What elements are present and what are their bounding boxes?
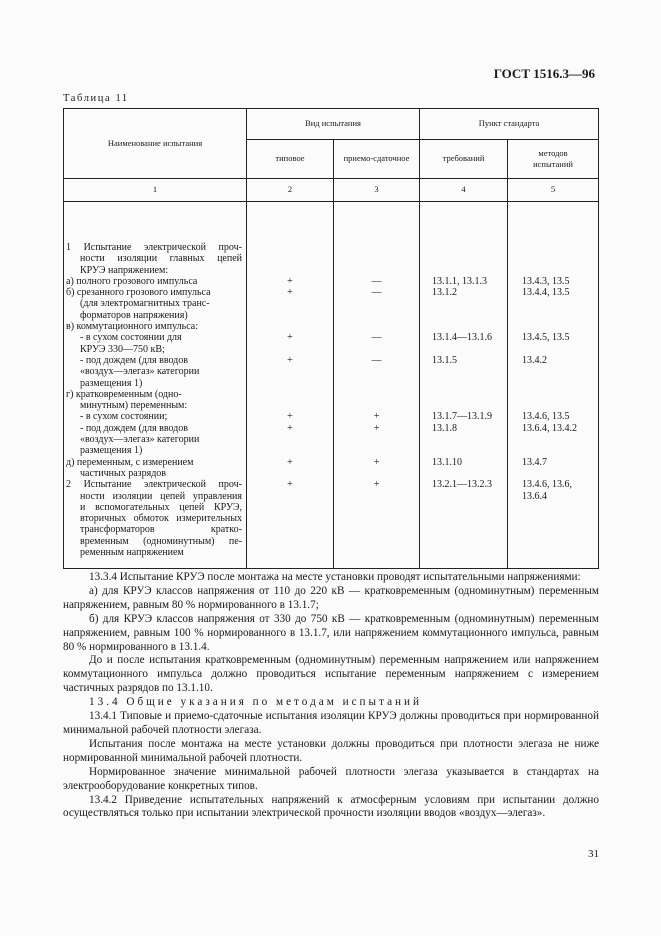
clause-ref — [432, 400, 507, 411]
test-mark: — — [371, 354, 382, 366]
col-number: 5 — [508, 179, 599, 202]
test-name-line: - в сухом состоянии для — [80, 332, 182, 344]
table-caption: Таблица 11 — [63, 93, 129, 104]
test-name-line: - под дождем (для вводов — [80, 354, 188, 366]
paragraph: Испытания после монтажа на месте установки должны проводиться при плотности элегаза не ниже нормированной минимальной рабочей плотности. — [63, 737, 599, 764]
clause-ref — [432, 310, 507, 321]
clause-ref — [432, 536, 507, 547]
clause-ref — [522, 536, 598, 547]
standard-header: ГОСТ 1516.3—96 — [493, 66, 595, 81]
test-name-line: частичных разрядов — [80, 467, 167, 479]
test-mark: + — [373, 479, 380, 491]
test-mark: + — [287, 332, 293, 344]
col-req-header: требований — [420, 140, 508, 179]
clause-ref — [522, 344, 598, 355]
test-mark: + — [287, 479, 293, 491]
test-name-line: «воздух—элегаз» категории — [80, 434, 200, 446]
paragraph: До и после испытания кратковременным (одноминутным) переменным напряжением или напряжением коммутационного импульса должно проводиться испытание переменным напряжением с измерением частичных разрядов по 13.1.10. — [63, 654, 599, 695]
clause-ref — [522, 321, 598, 332]
test-name-line: трансформаторов кратко- — [80, 524, 242, 536]
clause-ref: 13.1.5 — [432, 354, 458, 366]
methods-cell — [508, 202, 599, 569]
test-name-line: размещения 1) — [80, 377, 143, 389]
clause-ref — [432, 344, 507, 355]
test-name-line: КРУЭ 330—750 кВ; — [80, 343, 165, 355]
col-number: 3 — [334, 179, 420, 202]
type-test-cell — [247, 202, 334, 569]
test-mark: + — [373, 422, 380, 434]
test-mark: — — [371, 275, 382, 287]
clause-ref: 13.4.4, 13.5 — [522, 287, 570, 299]
test-mark — [247, 434, 333, 445]
page-number: 31 — [588, 848, 599, 860]
paragraph: 13.4.1 Типовые и приемо-сдаточные испытания изоляции КРУЭ должны проводиться при нормированной минимальной рабочей плотности элегаза. — [63, 710, 599, 736]
paragraph: а) для КРУЭ классов напряжения от 110 до 220 кВ — кратковременным (одноминутным) переменным напряжением, равным 80 % нормированного в 13.1.7; — [63, 584, 599, 611]
test-mark — [247, 366, 333, 377]
col-number: 1 — [64, 179, 247, 202]
clause-ref: 13.4.6, 13.6, — [522, 479, 573, 491]
test-mark — [334, 265, 419, 276]
clause-ref: 13.4.5, 13.5 — [522, 332, 570, 344]
clause-ref — [432, 378, 507, 389]
clause-ref — [522, 378, 598, 389]
clause-ref — [522, 468, 598, 479]
test-name-line: д) переменным, с измерением — [66, 456, 194, 468]
test-mark: + — [287, 287, 293, 299]
test-mark — [247, 547, 333, 558]
col-acceptance-header: приемо-сдаточное — [334, 140, 420, 179]
clause-ref: 13.6.4 — [522, 490, 548, 502]
test-mark — [247, 524, 333, 535]
clause-ref: 13.1.7—13.1.9 — [432, 411, 493, 423]
test-mark: + — [287, 411, 293, 423]
test-mark — [334, 536, 419, 547]
test-name-line: временным (одноминутным) пе- — [80, 535, 242, 547]
clause-ref — [522, 513, 598, 524]
clause-ref — [432, 298, 507, 309]
test-mark — [247, 253, 333, 264]
test-name-line: в) коммутационного импульса: — [66, 321, 198, 333]
clause-ref — [522, 298, 598, 309]
clause-ref — [522, 310, 598, 321]
clause-ref: 13.4.2 — [522, 354, 548, 366]
col-clause-header: Пункт стандарта — [420, 109, 599, 140]
clause-ref — [432, 445, 507, 456]
clause-ref — [522, 524, 598, 535]
test-name-line: ности изоляции цепей управления — [80, 490, 242, 502]
test-name-line: «воздух—элегаз» категории — [80, 366, 200, 378]
clause-ref — [522, 445, 598, 456]
clause-ref: 13.1.10 — [432, 456, 463, 468]
acceptance-test-cell — [334, 202, 420, 569]
test-name-line: ременным напряжением — [80, 547, 184, 559]
test-mark: + — [373, 456, 380, 468]
clause-ref — [432, 242, 507, 253]
clause-ref — [522, 253, 598, 264]
test-mark — [334, 298, 419, 309]
test-mark: + — [373, 411, 380, 423]
test-name-line: а) полного грозового импульса — [66, 275, 198, 287]
paragraph: 13.3.4 Испытание КРУЭ после монтажа на месте установки проводят испытательными напряжениями: — [89, 571, 581, 583]
test-names-cell — [64, 202, 247, 569]
clause-ref — [432, 253, 507, 264]
test-mark — [334, 445, 419, 456]
clause-ref: 13.4.7 — [522, 456, 548, 468]
clause-ref — [432, 366, 507, 377]
clause-ref — [432, 502, 507, 513]
clause-ref — [432, 434, 507, 445]
clause-ref — [522, 389, 598, 400]
test-mark — [247, 344, 333, 355]
test-name-line: и вспомогательных цепей КРУЭ, — [80, 501, 242, 513]
clause-ref — [432, 265, 507, 276]
section-heading: 13.4 Общие указания по методам испытаний — [89, 696, 423, 709]
col-type-header: типовое — [247, 140, 334, 179]
test-mark: + — [287, 275, 293, 287]
test-name-line: вторичных обмоток измерительных — [80, 513, 242, 525]
test-mark — [334, 389, 419, 400]
test-name-line: - в сухом состоянии; — [80, 411, 168, 423]
requirements-cell — [420, 202, 508, 569]
test-mark — [247, 445, 333, 456]
clause-ref: 13.1.2 — [432, 287, 458, 299]
test-name-line: - под дождем (для вводов — [80, 422, 188, 434]
clause-ref — [432, 468, 507, 479]
test-mark — [247, 265, 333, 276]
clause-ref — [432, 389, 507, 400]
test-mark — [247, 400, 333, 411]
clause-ref: 13.6.4, 13.4.2 — [522, 422, 578, 434]
clause-ref — [522, 502, 598, 513]
clause-ref — [522, 434, 598, 445]
test-mark: — — [371, 287, 382, 299]
test-mark — [247, 513, 333, 524]
test-mark — [247, 536, 333, 547]
test-name-line: размещения 1) — [80, 445, 143, 457]
col-methods-header: методов испытаний — [508, 140, 599, 179]
test-name-line: (для электромагнитных транс- — [80, 298, 210, 310]
col-number: 4 — [420, 179, 508, 202]
test-name-line: 1 Испытание электрической проч- — [66, 242, 242, 253]
test-mark — [334, 366, 419, 377]
test-name-line: 2 Испытание электрической проч- — [66, 479, 242, 491]
test-name-line: б) срезанного грозового импульса — [66, 287, 211, 299]
clause-ref — [522, 265, 598, 276]
clause-ref: 13.1.8 — [432, 422, 458, 434]
clause-ref: 13.4.6, 13.5 — [522, 411, 570, 423]
test-mark — [334, 491, 419, 502]
clause-ref — [432, 513, 507, 524]
test-mark — [247, 310, 333, 321]
test-mark — [247, 242, 333, 253]
test-name-line: КРУЭ напряжением: — [80, 264, 169, 276]
test-name-line: г) кратковременным (одно- — [66, 388, 182, 400]
test-mark — [334, 513, 419, 524]
clause-ref — [432, 547, 507, 558]
test-mark — [334, 310, 419, 321]
test-mark — [334, 502, 419, 513]
clause-ref — [432, 524, 507, 535]
clause-ref — [522, 366, 598, 377]
test-mark — [247, 468, 333, 479]
test-mark — [334, 321, 419, 332]
clause-ref: 13.1.1, 13.1.3 — [432, 275, 488, 287]
test-mark — [334, 344, 419, 355]
clause-ref — [522, 242, 598, 253]
col-name-header: Наименование испытания — [64, 109, 247, 179]
test-mark — [334, 253, 419, 264]
test-mark — [247, 502, 333, 513]
paragraph: Нормированное значение минимальной рабочей плотности элегаза указывается в стандартах на электрооборудование конкретных типов. — [63, 765, 599, 792]
col-number: 2 — [247, 179, 334, 202]
test-mark — [334, 468, 419, 479]
clause-ref — [432, 491, 507, 502]
test-name-line: форматоров напряжения) — [80, 309, 188, 321]
test-mark — [334, 378, 419, 389]
test-mark: — — [371, 332, 382, 344]
body-text — [63, 571, 599, 821]
test-mark — [247, 389, 333, 400]
clause-ref — [432, 321, 507, 332]
test-mark: + — [287, 354, 293, 366]
clause-ref — [522, 547, 598, 558]
clause-ref: 13.1.4—13.1.6 — [432, 332, 493, 344]
test-name-line: ности изоляции главных цепей — [80, 253, 242, 265]
test-mark: + — [287, 422, 293, 434]
col-kind-header: Вид испытания — [247, 109, 420, 140]
test-mark — [334, 524, 419, 535]
test-table — [63, 108, 599, 569]
test-mark — [247, 491, 333, 502]
test-name-line: минутным) переменным: — [80, 400, 188, 412]
test-mark — [334, 400, 419, 411]
clause-ref: 13.2.1—13.2.3 — [432, 479, 493, 491]
test-mark — [334, 434, 419, 445]
paragraph: б) для КРУЭ классов напряжения от 330 до 750 кВ — кратковременным (одноминутным) переменным напряжением, равным 100 % нормированного в 13.1.7, или напряжением коммутационного импульса, равным 80 % нормированного в 13.1.4. — [63, 612, 599, 653]
clause-ref — [522, 400, 598, 411]
test-mark — [334, 547, 419, 558]
test-mark — [247, 378, 333, 389]
test-mark: + — [287, 456, 293, 468]
clause-ref: 13.4.3, 13.5 — [522, 275, 570, 287]
test-mark — [247, 321, 333, 332]
test-mark — [334, 242, 419, 253]
test-mark — [247, 298, 333, 309]
paragraph: 13.4.2 Приведение испытательных напряжений к атмосферным условиям при испытании должно осуществляться только при испытании электрической прочности изоляции вводов «воздух—элегаз». — [63, 793, 599, 820]
